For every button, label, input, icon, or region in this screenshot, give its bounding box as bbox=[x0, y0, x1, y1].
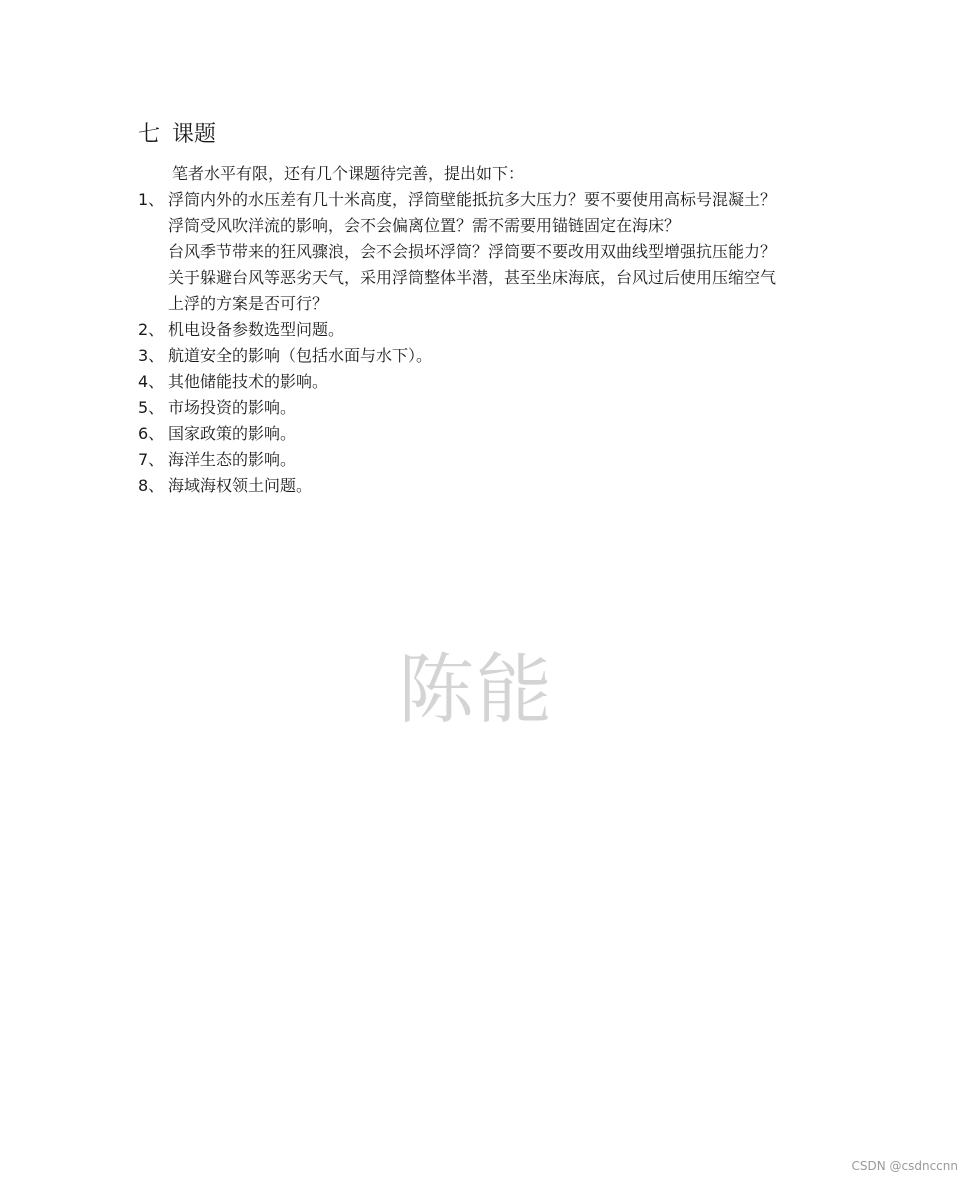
item-number: 5、 bbox=[138, 398, 165, 417]
list-item bbox=[138, 473, 858, 499]
item-text-line: 海域海权领土问题。 bbox=[168, 476, 313, 495]
item-number: 3、 bbox=[138, 346, 165, 365]
item-text-line: 市场投资的影响。 bbox=[168, 398, 297, 417]
topic-list bbox=[138, 187, 858, 499]
item-text-line: 机电设备参数选型问题。 bbox=[168, 320, 345, 339]
list-item bbox=[138, 421, 858, 447]
item-text-line: 浮筒内外的水压差有几十米高度，浮筒壁能抵抗多大压力？要不要使用高标号混凝土？ bbox=[168, 190, 777, 209]
item-number: 1、 bbox=[138, 190, 165, 209]
item-text-line: 上浮的方案是否可行？ bbox=[168, 294, 329, 313]
item-number: 2、 bbox=[138, 320, 165, 339]
item-text-line: 海洋生态的影响。 bbox=[168, 450, 297, 469]
list-item bbox=[138, 317, 858, 343]
section-title: 课题 bbox=[172, 122, 217, 147]
item-text-line: 国家政策的影响。 bbox=[168, 424, 297, 443]
watermark-text: 陈能 bbox=[398, 645, 554, 734]
list-item bbox=[138, 447, 858, 473]
item-text-line: 关于躲避台风等恶劣天气，采用浮筒整体半潜，甚至坐床海底，台风过后使用压缩空气 bbox=[168, 268, 777, 287]
list-item bbox=[138, 369, 858, 395]
list-item bbox=[138, 395, 858, 421]
section-number: 七 bbox=[138, 122, 161, 147]
item-text-line: 航道安全的影响（包括水面与水下）。 bbox=[168, 346, 433, 365]
list-item bbox=[138, 187, 858, 317]
list-item bbox=[138, 343, 858, 369]
item-text-line: 其他储能技术的影响。 bbox=[168, 372, 329, 391]
item-number: 8、 bbox=[138, 476, 165, 495]
source-credit: CSDN @csdnccnn bbox=[851, 1159, 958, 1173]
item-number: 7、 bbox=[138, 450, 165, 469]
item-number: 6、 bbox=[138, 424, 165, 443]
item-number: 4、 bbox=[138, 372, 165, 391]
item-text-line: 台风季节带来的狂风骤浪，会不会损坏浮筒？浮筒要不要改用双曲线型增强抗压能力？ bbox=[168, 242, 777, 261]
section-heading bbox=[138, 120, 216, 150]
item-text-line: 浮筒受风吹洋流的影响，会不会偏离位置？需不需要用锚链固定在海床？ bbox=[168, 216, 681, 235]
intro-paragraph: 笔者水平有限，还有几个课题待完善，提出如下： bbox=[172, 164, 525, 183]
